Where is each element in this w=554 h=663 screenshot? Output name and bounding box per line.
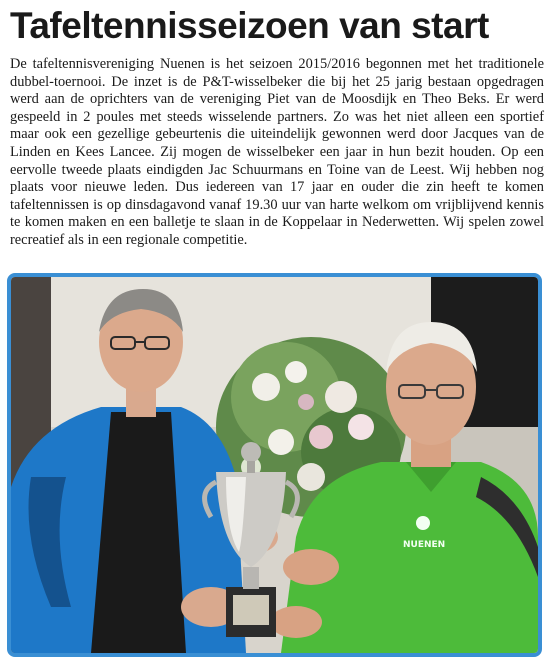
shirt-logo-icon — [416, 516, 430, 530]
shirt-print: NUENEN — [403, 540, 446, 550]
photo-illustration — [11, 277, 538, 653]
article-headline: Tafeltennisseizoen van start — [10, 5, 489, 46]
article-photo — [7, 273, 542, 657]
article-body: De tafeltennisvereniging Nuenen is het seizoen 2015/2016 begonnen met het traditionele dubbel-toernooi. De inzet is de P&T-wisselbeker die bij het 25 jarig bestaan opgedragen werd aan de oprichters van de vereniging Piet van de Moosdijk en Theo Beks. Er werd gespeeld in 2 poules met steeds wisselende partners. Zo was het niet alleen een sportief maar ook een gezellige gebeurtenis die uiteindelijk gewonnen werd door Jacques van de Linden en Kees Lancee. Zij mogen de wisselbeker een jaar in hun bezit houden. Op een eervolle tweede plaats eindigden Jac Schuurmans en Toine van de Leest. Wij hebben nog plaats voor nieuwe leden. Dus iedereen van 17 jaar en ouder die zin heeft te komen tafeltennissen is op dinsdagavond vanaf 19.30 uur van harte welkom om vrijblijvend kennis te komen maken en een balletje te slaan in de Koppelaar in Nederwetten. Wij spelen zowel recreatief als in een regionale competitie. — [10, 56, 544, 248]
